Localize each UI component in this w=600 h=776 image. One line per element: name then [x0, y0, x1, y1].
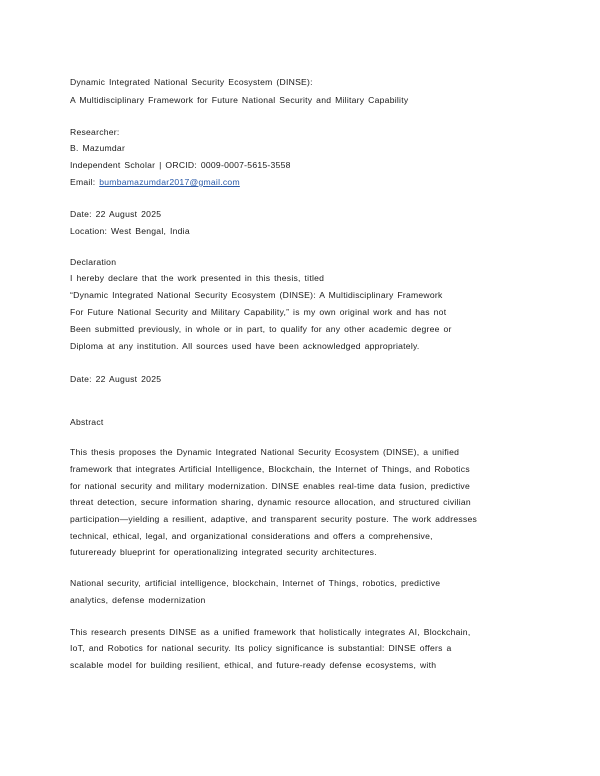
keywords-line: analytics, defense modernization: [70, 595, 206, 605]
researcher-name: B. Mazumdar: [70, 143, 126, 153]
abstract-line: framework that integrates Artificial Intelligence, Blockchain, the Internet of Things, and Robotics: [70, 464, 470, 474]
title-line-2: A Multidisciplinary Framework for Future National Security and Military Capability: [70, 95, 409, 105]
summary-line: IoT, and Robotics for national security. Its policy significance is substantial: DINSE offers a: [70, 643, 452, 653]
researcher-affiliation: Independent Scholar | ORCID: 0009-0007-5615-3558: [70, 160, 291, 170]
abstract-line: participation—yielding a resilient, adaptive, and transparent security posture. The work addresses: [70, 514, 478, 524]
declaration-line: Been submitted previously, in whole or in part, to qualify for any other academic degree or: [70, 324, 452, 334]
declaration-line: For Future National Security and Military Capability,” is my own original work and has not: [70, 307, 447, 317]
declaration-date: Date: 22 August 2025: [70, 374, 162, 384]
declaration-line: I hereby declare that the work presented in this thesis, titled: [70, 273, 325, 283]
title-line-1: Dynamic Integrated National Security Ecosystem (DINSE):: [70, 77, 313, 87]
declaration-line: Diploma at any institution. All sources used have been acknowledged appropriately.: [70, 341, 420, 351]
summary-line: This research presents DINSE as a unified framework that holistically integrates AI, Blockchain,: [70, 627, 471, 637]
researcher-label: Researcher:: [70, 127, 120, 137]
email-link[interactable]: bumbamazumdar2017@gmail.com: [99, 177, 240, 187]
email-label: Email:: [70, 177, 96, 187]
abstract-line: for national security and military modernization. DINSE enables real-time data fusion, predictive: [70, 481, 470, 491]
keywords-line: National security, artificial intelligence, blockchain, Internet of Things, robotics, predictive: [70, 578, 441, 588]
declaration-heading: Declaration: [70, 257, 117, 267]
abstract-heading: Abstract: [70, 417, 104, 427]
document-location: Location: West Bengal, India: [70, 226, 190, 236]
summary-line: scalable model for building resilient, ethical, and future-ready defense ecosystems, with: [70, 660, 437, 670]
document-date: Date: 22 August 2025: [70, 209, 162, 219]
declaration-line: “Dynamic Integrated National Security Ecosystem (DINSE): A Multidisciplinary Framework: [70, 290, 443, 300]
abstract-line: threat detection, secure information sharing, dynamic resource allocation, and structured civilian: [70, 497, 471, 507]
abstract-line: futureready blueprint for operationalizing integrated security architectures.: [70, 547, 377, 557]
abstract-line: This thesis proposes the Dynamic Integrated National Security Ecosystem (DINSE), a unified: [70, 447, 460, 457]
abstract-line: technical, ethical, legal, and organizational considerations and offers a comprehensive,: [70, 531, 433, 541]
email-line: [70, 177, 240, 187]
